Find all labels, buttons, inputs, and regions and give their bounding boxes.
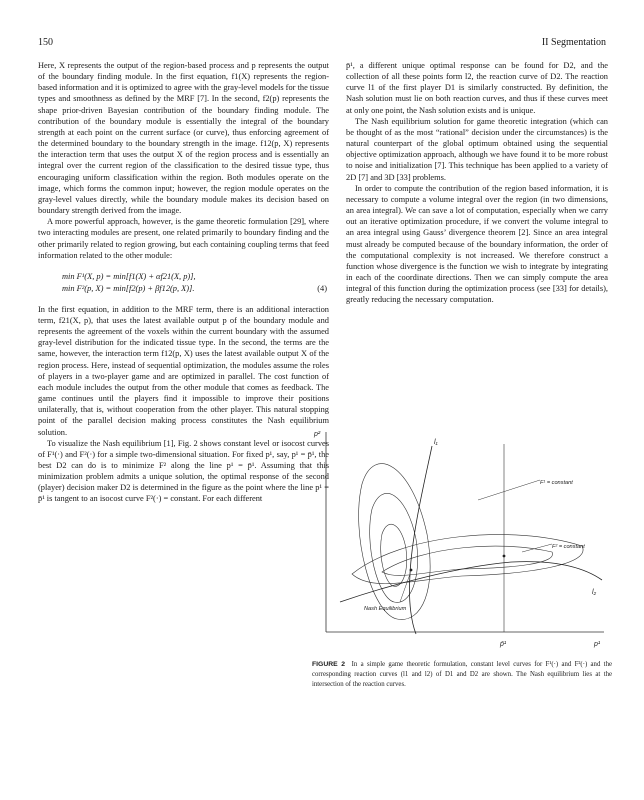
figure-nash-equilibrium	[312, 424, 612, 662]
left-column	[38, 60, 329, 505]
equation: min F¹(X, p) = min[f1(X) + αf21(X, p)],	[62, 271, 196, 281]
paragraph: In the first equation, in addition to the MRF term, there is an additional interaction term, f21(X, p), that uses the latest available output p of the boundary module and represents the agreement of the voxels within the current boundary with the assumed gray-level distribution for the indicated tissue type. In the second, the terms are the same, however, the interaction term f12(p, X) uses the latest available output X of the region process. Here, instead of sequential optimization, the modules assume the roles of players in a two-player game and are optimized in parallel. The cost function of each module includes the output from the other module that comes as feedback. The game continues until the players find it impossible to improve their positions unilaterally, that is, without cooperation from the other player. This natural stopping point of the parallel decision making process constitutes the Nash equilibrium solution.	[38, 304, 329, 437]
paragraph: In order to compute the contribution of the region based information, it is necessary to compute a volume integral over the region (in two dimensions, an area integral). We can save a lot of computation, especially when we carry out an iterative optimization procedure, if we convert the volume integral to an area integral using Gauss’ divergence theorem [2]. Since an area integral must already be computed because of the boundary information, the order of the computational complexity is not increased. We therefore construct a function whose divergence is the function we wish to integrate by integrating in each of the coordinate directions. Then we can simply compute the area integral of this function during the optimization process (see [33] for details), greatly reducing the necessary computation.	[346, 183, 608, 305]
caption-label: FIGURE 2	[312, 661, 345, 668]
figure-diagram	[312, 424, 612, 662]
x-axis-label: p¹	[594, 641, 601, 648]
caption-text: In a simple game theoretic formulation, constant level curves for F¹(·) and F²(·) and the corresponding reaction curves (l1 and l2) of D1 and D2 are shown. The Nash equilibrium lies at the intersection of the reaction curves.	[312, 661, 612, 688]
reaction-curve-l1	[409, 446, 432, 634]
figure-caption	[312, 660, 612, 690]
f1-label-pointer	[478, 480, 540, 500]
reaction-curve-l2	[340, 562, 602, 602]
paragraph: p̄¹, a different unique optimal response can be found for D2, and the collection of all these points form l2, the reaction curve of D2. The reaction curve l1 of the first player D1 is similarly constructed. By definition, the Nash solution must lie on both reaction curves, and thus if these curves meet at only one point, the Nash solution exists and is unique.	[346, 61, 608, 115]
f1-label: F¹ = constant	[540, 480, 573, 486]
l1-label: l₁	[434, 439, 438, 446]
paragraph: To visualize the Nash equilibrium [1], Fig. 2 shows constant level or isocost curves of F¹(·) and F²(·) for a simple two-dimensional situation. For fixed p¹, say, p¹ = p̄¹, the best D2 can do is to minimize F² along the line p¹ = p̄¹. Assuming that this minimization problem admits a unique solution, the optimal response of the second (player) decision maker D2 is determined in the figure as the point where the line p¹ = p̄¹ is tangent to an isocost curve F²(·) = constant. For each different	[38, 438, 329, 504]
right-column	[346, 60, 608, 305]
paragraph: Here, X represents the output of the region-based process and p represents the output of the boundary finding module. In the first equation, f1(X) represents the region-based information and it is optimized to agree with the gray-level models for the tissue types and smoothness as defined by the MRF [7]. In the second, f2(p) represents the shape prior-driven Bayesian contribution of the boundary finding module. The contribution of the boundary module is essentially the integral of the boundary strength at each point on the current surface (or curve), thus enforcing agreement of the determined boundary to the boundary strength in the image. f12(p, X) represents the interaction term that uses the output X of the region process and is essentially an integral over the current region of the classification to the desired tissue type, thus encouraging uniform classification within the region. Both modules operate on the image, which forms the common input; however, the region module operates on the gray-level values directly, while the boundary module makes its decision based on boundary strength derived from the image.	[38, 61, 329, 216]
nash-label: Nash Equilibrium	[364, 606, 407, 612]
paragraph: The Nash equilibrium solution for game theoretic integration (which can be thought of as the most “rational” decision under the circumstances) is the natural counterpart of the global optimum obtained using the sequential objective optimization approach, although we have found it to be more robust to noise and initialization [7]. This technique has been applied to a variety of 2D [7] and 3D [33] problems.	[346, 116, 608, 182]
l2-label: l₂	[592, 589, 597, 596]
nash-point	[410, 569, 413, 572]
paragraph: A more powerful approach, however, is the game theoretic formulation [29], where two interacting modules are present, one related primarily to boundary finding and the other primarily related to region growing, but each containing coupling terms that feed information related to the other module:	[38, 217, 329, 260]
page-number: 150	[38, 37, 53, 48]
running-head: II Segmentation	[541, 37, 606, 48]
f2-label: F² = constant	[552, 544, 585, 550]
equation-block	[38, 271, 329, 296]
tangency-point	[503, 555, 506, 558]
x-tick-label: p̄¹	[500, 641, 507, 648]
nash-label-pointer	[400, 574, 410, 602]
equation: min F²(p, X) = min[f2(p) + βf12(p, X)].	[62, 284, 195, 294]
y-axis-label: p²	[314, 431, 321, 438]
equation-number: (4)	[317, 284, 327, 294]
isocost-curve-f1-outer	[359, 464, 431, 620]
